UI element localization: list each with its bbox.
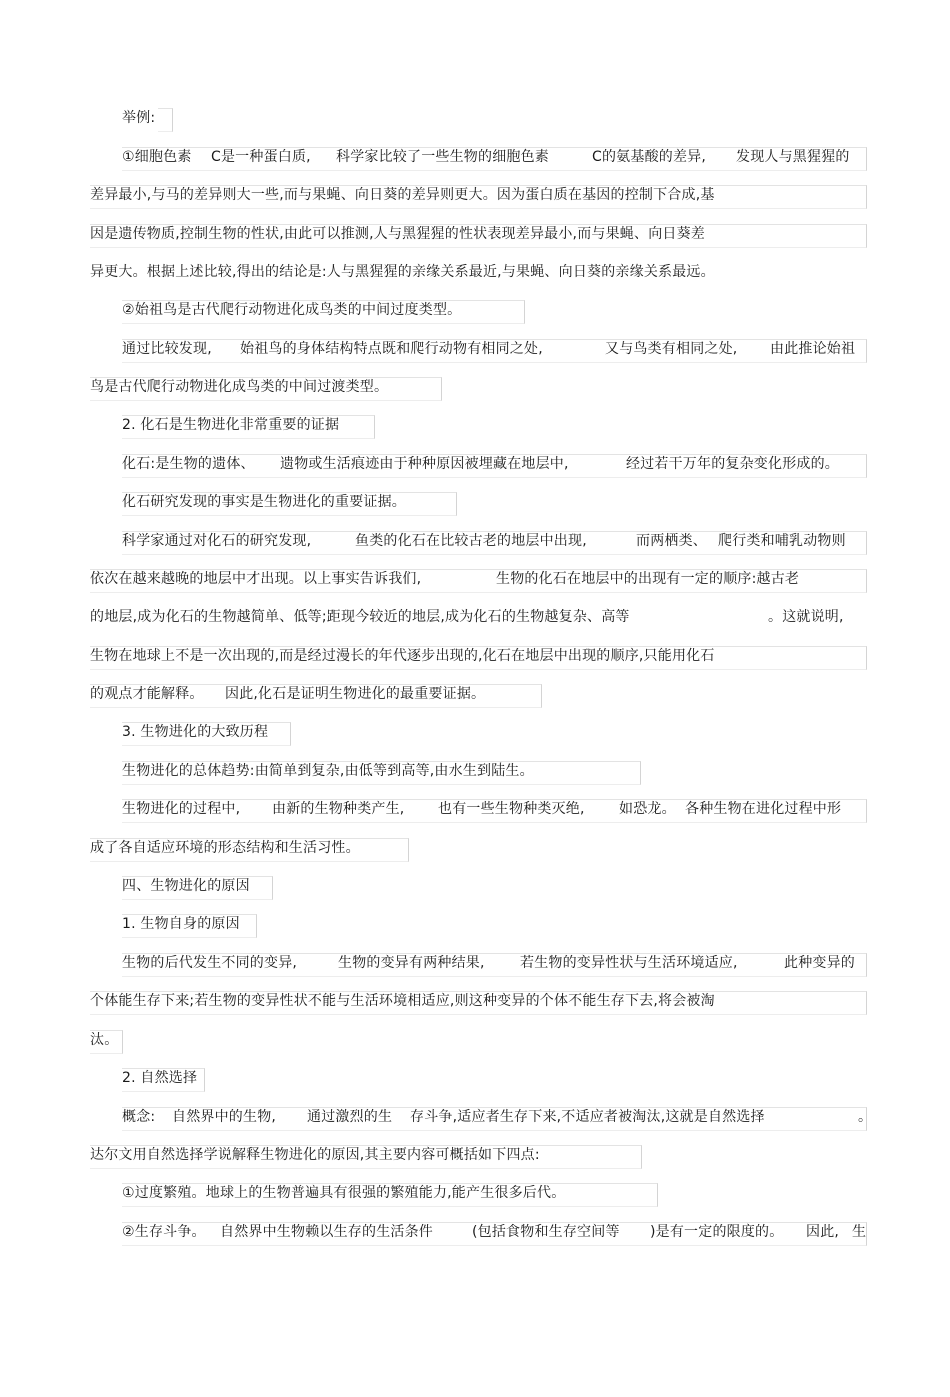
paragraph-fragment: ②始祖鸟是古代爬行动物进化成鸟类的中间过度类型。 — [122, 302, 462, 318]
paragraph-fragment: 生物的变异有两种结果, — [338, 955, 485, 971]
paragraph-fragment: ①过度繁殖。地球上的生物普遍具有很强的繁殖能力,能产生很多后代。 — [122, 1185, 566, 1201]
section-heading — [122, 913, 240, 935]
paragraph-fragment: 科学家比较了一些生物的细胞色素 — [336, 149, 549, 165]
text-line — [90, 261, 715, 283]
paragraph-fragment: 而两栖类、 — [636, 533, 707, 549]
paragraph-fragment: 因此,化石是证明生物进化的最重要证据。 — [225, 686, 486, 702]
paragraph-fragment: 也有一些生物种类灭绝, — [438, 801, 585, 817]
text-line — [90, 683, 486, 705]
paragraph-fragment: 的地层,成为化石的生物越简单、低等;距现今较近的地层,成为化石的生物越复杂、高等 — [90, 609, 630, 625]
paragraph-fragment: 依次在越来越晚的地层中才出现。以上事实告诉我们, — [90, 571, 422, 587]
text-line — [122, 1221, 867, 1243]
paragraph-fragment: 如恐龙。 — [619, 801, 676, 817]
paragraph-fragment: 自然界中的生物, — [172, 1109, 277, 1125]
paragraph-fragment: 化石:是生物的遗体、 — [122, 456, 255, 472]
paragraph-fragment: 生 — [852, 1224, 867, 1240]
paragraph-fragment: 由新的生物种类产生, — [272, 801, 405, 817]
paragraph-fragment: 汰。 — [90, 1032, 119, 1048]
paragraph-fragment: 生物进化的总体趋势:由简单到复杂,由低等到高等,由水生到陆生。 — [122, 763, 534, 779]
text-line — [90, 376, 389, 398]
section-heading — [122, 875, 250, 897]
paragraph-fragment: 由此推论始祖 — [770, 341, 856, 357]
text-line — [122, 760, 534, 782]
paragraph-fragment: 因是遗传物质,控制生物的性状,由此可以推测,人与黑猩猩的性状表现差异最小,而与果蝇、向日葵差 — [90, 226, 705, 242]
paragraph-fragment: 若生物的变异性状与生活环境适应, — [520, 955, 738, 971]
paragraph-fragment: ①细胞色素 — [122, 149, 192, 165]
heading-text: 2. 化石是生物进化非常重要的证据 — [122, 417, 340, 433]
paragraph-fragment: 各种生物在进化过程中形 — [685, 801, 842, 817]
paragraph-fragment: )是有一定的限度的。 — [650, 1224, 784, 1240]
section-heading — [122, 1067, 198, 1089]
paragraph-fragment: 发现人与黑猩猩的 — [736, 149, 850, 165]
heading-text: 3. 生物进化的大致历程 — [122, 724, 269, 740]
heading-text: 1. 生物自身的原因 — [122, 916, 240, 932]
paragraph-fragment: 始祖鸟的身体结构特点既和爬行动物有相同之处, — [240, 341, 543, 357]
paragraph-fragment: 爬行类和哺乳动物则 — [718, 533, 846, 549]
paragraph-fragment: 通过激烈的生 — [307, 1109, 393, 1125]
paragraph-fragment: 存斗争,适应者生存下来,不适应者被淘汰,这就是自然选择 — [410, 1109, 765, 1125]
paragraph-fragment: 成了各自适应环境的形态结构和生活习性。 — [90, 840, 360, 856]
paragraph-fragment: 的观点才能解释。 — [90, 686, 204, 702]
example-label: 举例: — [122, 110, 156, 126]
paragraph-fragment: C是一种蛋白质, — [211, 149, 311, 165]
paragraph-fragment: 异更大。根据上述比较,得出的结论是:人与黑猩猩的亲缘关系最近,与果蝇、向日葵的亲缘关系最远。 — [90, 264, 715, 280]
section-heading — [122, 414, 340, 436]
paragraph-fragment: 化石研究发现的事实是生物进化的重要证据。 — [122, 494, 406, 510]
text-line-fossil-definition — [122, 453, 839, 475]
paragraph-fragment: 。 — [858, 1109, 873, 1125]
paragraph-fragment: 因此, — [806, 1224, 840, 1240]
text-line — [122, 1182, 566, 1204]
heading-text: 2. 自然选择 — [122, 1070, 198, 1086]
paragraph-fragment: 个体能生存下来;若生物的变异性状不能与生活环境相适应,则这种变异的个体不能生存下去,将会被淘 — [90, 993, 715, 1009]
text-line — [90, 223, 705, 245]
text-line-example — [122, 107, 156, 129]
text-line — [122, 798, 842, 820]
paragraph-fragment: 生物在地球上不是一次出现的,而是经过漫长的年代逐步出现的,化石在地层中出现的顺序,只能用化石 — [90, 648, 715, 664]
paragraph-fragment: 自然界中生物赖以生存的生活条件 — [220, 1224, 433, 1240]
text-line — [90, 1029, 119, 1051]
text-line — [122, 952, 855, 974]
paragraph-fragment: 。这就说明, — [768, 609, 844, 625]
paragraph-fragment: 概念: — [122, 1109, 156, 1125]
text-line — [90, 606, 844, 628]
paragraph-fragment: 此种变异的 — [784, 955, 855, 971]
text-line-natural-selection-concept — [122, 1106, 873, 1128]
section-heading — [122, 721, 269, 743]
paragraph-fragment: 鸟是古代爬行动物进化成鸟类的中间过渡类型。 — [90, 379, 389, 395]
paragraph-fragment: 生物的化石在地层中的出现有一定的顺序:越古老 — [496, 571, 800, 587]
text-line — [122, 338, 856, 360]
paragraph-fragment: (包括食物和生存空间等 — [472, 1224, 620, 1240]
paragraph-fragment: 经过若干万年的复杂变化形成的。 — [626, 456, 839, 472]
paragraph-fragment: 通过比较发现, — [122, 341, 212, 357]
paragraph-fragment: 达尔文用自然选择学说解释生物进化的原因,其主要内容可概括如下四点: — [90, 1147, 540, 1163]
text-line-cytochrome — [122, 146, 850, 168]
text-line — [90, 568, 800, 590]
paragraph-fragment: 生物进化的过程中, — [122, 801, 241, 817]
text-line — [90, 990, 715, 1012]
text-line — [90, 645, 715, 667]
paragraph-fragment: ②生存斗争。 — [122, 1224, 206, 1240]
text-line — [90, 837, 360, 859]
text-line-archaeopteryx — [122, 299, 462, 321]
paragraph-fragment: C的氨基酸的差异, — [592, 149, 707, 165]
text-line — [122, 491, 406, 513]
text-line — [90, 184, 715, 206]
heading-text: 四、生物进化的原因 — [122, 878, 250, 894]
paragraph-fragment: 差异最小,与马的差异则大一些,而与果蝇、向日葵的差异则更大。因为蛋白质在基因的控制下合成,基 — [90, 187, 715, 203]
text-line — [90, 1144, 540, 1166]
paragraph-fragment: 遗物或生活痕迹由于种种原因被埋藏在地层中, — [280, 456, 569, 472]
paragraph-fragment: 生物的后代发生不同的变异, — [122, 955, 298, 971]
paragraph-fragment: 鱼类的化石在比较古老的地层中出现, — [355, 533, 587, 549]
paragraph-fragment: 科学家通过对化石的研究发现, — [122, 533, 312, 549]
paragraph-fragment: 又与鸟类有相同之处, — [605, 341, 738, 357]
text-line — [122, 530, 846, 552]
